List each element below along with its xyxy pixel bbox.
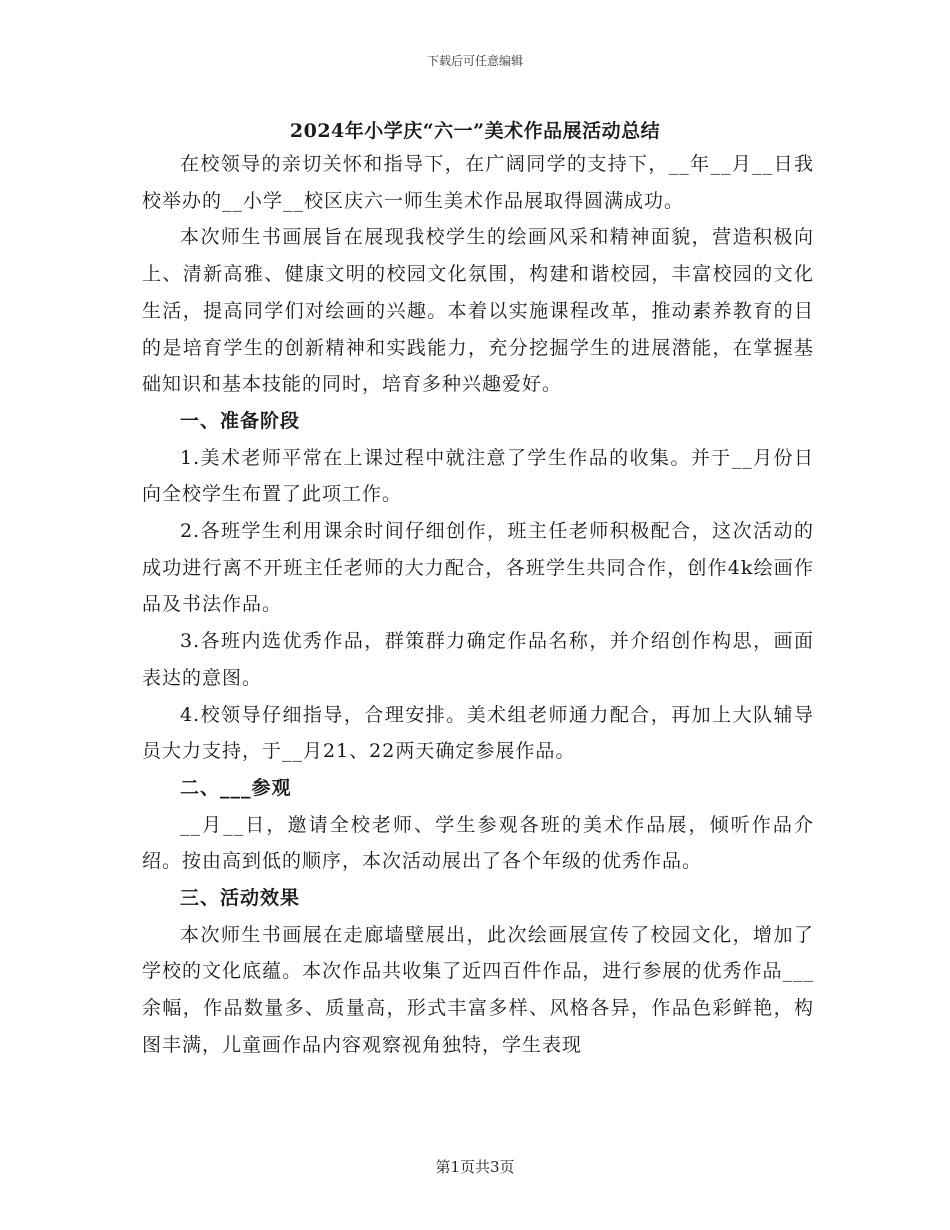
section-heading-preparation: 一、准备阶段 xyxy=(180,409,301,432)
section-heading-effect: 三、活动效果 xyxy=(180,887,301,910)
effect-paragraph: 本次师生书画展在走廊墙壁展出，此次绘画展宣传了校园文化，增加了学校的文化底蕴。本次作品共收集了近四百件作品，进行参展的优秀作品___余幅，作品数量多、质量高，形式丰富多样、风格各异，作品色彩鲜艳，构图丰满，儿童画作品内容观察视角独特，学生表现 xyxy=(142,923,814,1056)
page-number-footer: 第1页共3页 xyxy=(435,1158,515,1176)
purpose-paragraph: 本次师生书画展旨在展现我校学生的绘画风采和精神面貌，营造积极向上、清新高雅、健康文明的校园文化氛围，构建和谐校园，丰富校园的文化生活，提高同学们对绘画的兴趣。本着以实施课程改革，推动素养教育的目的是培育学生的创新精神和实践能力，充分挖掘学生的进展潜能，在掌握基础知识和基本技能的同时，培育多种兴趣爱好。 xyxy=(142,226,814,396)
document-body xyxy=(142,146,814,1064)
header-note: 下载后可任意编辑 xyxy=(426,54,523,68)
section-heading-visit: 二、___参观 xyxy=(180,776,292,799)
preparation-item-4: 4.校领导仔细指导，合理安排。美术组老师通力配合，再加上大队辅导员大力支持，于__月21、22两天确定参展作品。 xyxy=(142,703,814,763)
intro-paragraph: 在校领导的亲切关怀和指导下，在广阔同学的支持下，__年__月__日我校举办的__小学__校区庆六一师生美术作品展取得圆满成功。 xyxy=(142,153,814,212)
visit-paragraph: __月__日，邀请全校老师、学生参观各班的美术作品展，倾听作品介绍。按由高到低的顺序，本次活动展出了各个年级的优秀作品。 xyxy=(142,813,814,873)
preparation-item-3: 3.各班内选优秀作品，群策群力确定作品名称，并介绍创作构思，画面表达的意图。 xyxy=(142,630,814,689)
preparation-item-2: 2.各班学生利用课余时间仔细创作，班主任老师积极配合，这次活动的成功进行离不开班主任老师的大力配合，各班学生共同合作，创作4k绘画作品及书法作品。 xyxy=(142,520,814,616)
document-title: 2024年小学庆“六一”美术作品展活动总结 xyxy=(289,120,661,142)
preparation-item-1: 1.美术老师平常在上课过程中就注意了学生作品的收集。并于__月份日向全校学生布置了此项工作。 xyxy=(142,446,814,506)
